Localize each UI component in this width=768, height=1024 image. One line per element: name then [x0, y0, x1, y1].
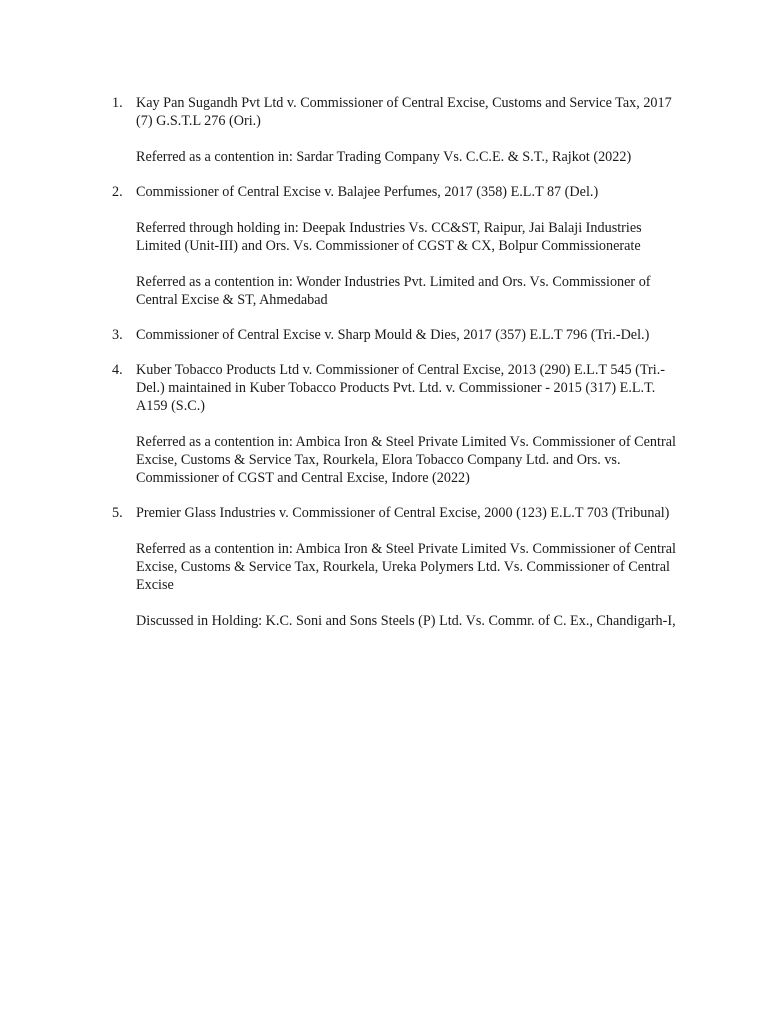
case-note: Referred as a contention in: Wonder Industries Pvt. Limited and Ors. Vs. Commissioner of Central Excise & ST, Ahmedabad [136, 274, 651, 308]
item-number: 5. [112, 505, 123, 521]
case-item [112, 94, 682, 166]
item-body [136, 361, 682, 487]
item-number: 3. [112, 327, 123, 343]
case-item [112, 326, 682, 344]
case-list [112, 94, 682, 630]
case-citation: Commissioner of Central Excise v. Balajee Perfumes, 2017 (358) E.L.T 87 (Del.) [136, 184, 599, 200]
item-body [136, 183, 682, 309]
item-number: 4. [112, 362, 123, 378]
case-note: Discussed in Holding: K.C. Soni and Sons Steels (P) Ltd. Vs. Commr. of C. Ex., Chandigarh-I, [136, 613, 676, 629]
case-note: Referred through holding in: Deepak Industries Vs. CC&ST, Raipur, Jai Balaji Industries Limited (Unit-III) and Ors. Vs. Commissioner of CGST & CX, Bolpur Commissionerate [136, 220, 642, 254]
item-body [136, 326, 682, 344]
case-citation: Kay Pan Sugandh Pvt Ltd v. Commissioner of Central Excise, Customs and Service Tax, 2017 (7) G.S.T.L 276 (Ori.) [136, 95, 672, 129]
case-item [112, 504, 682, 630]
item-body [136, 504, 682, 630]
item-number: 1. [112, 95, 123, 111]
case-item [112, 361, 682, 487]
case-item [112, 183, 682, 309]
item-body [136, 94, 682, 166]
case-note: Referred as a contention in: Ambica Iron & Steel Private Limited Vs. Commissioner of Central Excise, Customs & Service Tax, Rourkela, Ureka Polymers Ltd. Vs. Commissioner of Central Excise [136, 541, 676, 593]
case-citation: Commissioner of Central Excise v. Sharp Mould & Dies, 2017 (357) E.L.T 796 (Tri.-Del.) [136, 327, 650, 343]
item-number: 2. [112, 184, 123, 200]
case-note: Referred as a contention in: Ambica Iron & Steel Private Limited Vs. Commissioner of Central Excise, Customs & Service Tax, Rourkela, Elora Tobacco Company Ltd. and Ors. vs. Commissioner of CGST and Central Excise, Indore (2022) [136, 434, 676, 486]
case-citation: Kuber Tobacco Products Ltd v. Commissioner of Central Excise, 2013 (290) E.L.T 545 (Tri.-Del.) maintained in Kuber Tobacco Products Pvt. Ltd. v. Commissioner - 2015 (317) E.L.T. A159 (S.C.) [136, 362, 665, 414]
case-citation: Premier Glass Industries v. Commissioner of Central Excise, 2000 (123) E.L.T 703 (Tribunal) [136, 505, 670, 521]
case-note: Referred as a contention in: Sardar Trading Company Vs. C.C.E. & S.T., Rajkot (2022) [136, 149, 632, 165]
